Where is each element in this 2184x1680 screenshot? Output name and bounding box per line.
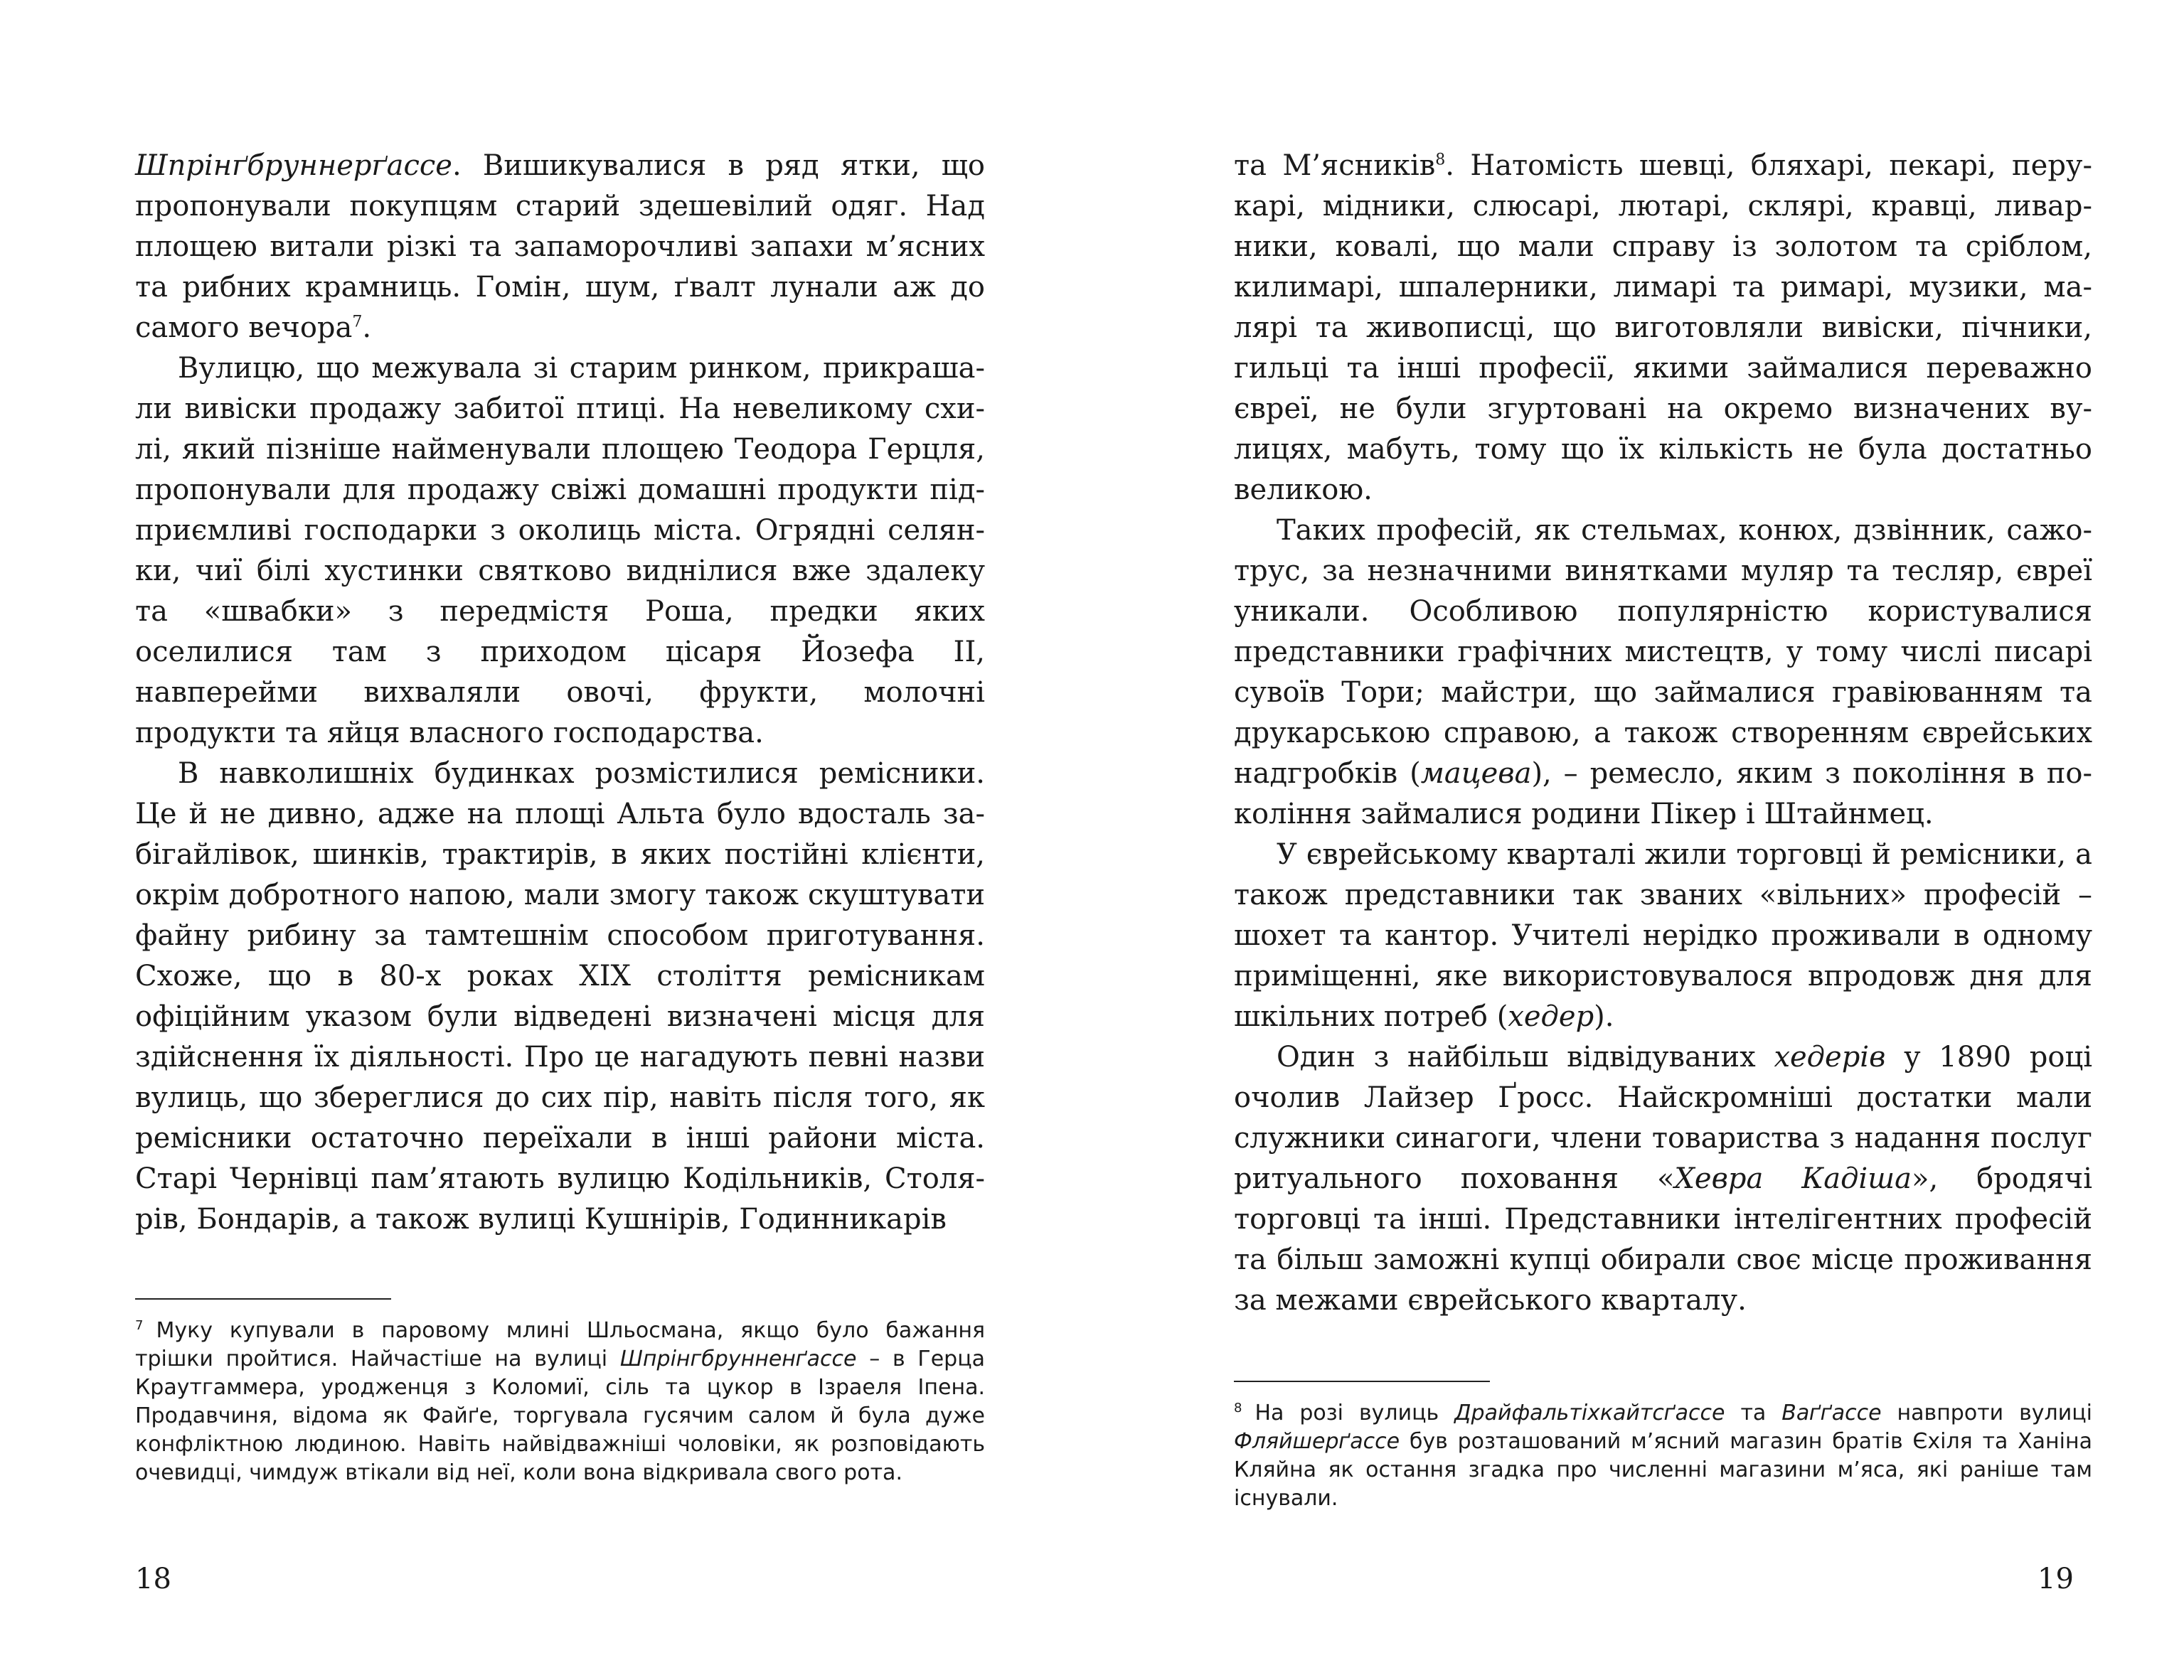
right-body-text — [1234, 146, 2092, 1321]
footnote-divider — [135, 1298, 391, 1300]
footnote-7: $^7$ Муку купували в паровому млині Шльосмана, якщо було бажання трішки пройтися. Найчастіше на вулиці Шпрінгбрунненґассе – в Герца Краутгаммера, уродженця з Коломиї, сіль та цукор в Ізраеля Іпена. Продавчиня, відома як Файґе, торгувала гусячим салом й була дуже конфліктною людиною. Навіть найвідважніші чоловіки, як розповідають очевидці, чимдуж втікали від неї, коли вона відкривала свого рота. — [135, 1318, 986, 1485]
right-page — [1092, 0, 2184, 1680]
page-number-right: 19 — [2037, 1563, 2074, 1595]
left-paragraph-3: В навколишніх будинках розмістилися ремісники. Це й не дивно, адже на площі Альта було вдосталь забігайлівок, шинків, трактирів, в яких постійні клієнти, окрім добротного напою, мали змогу також скуштувати файну рибину за тамтешнім способом приготування. Схоже, що в 80-х роках XIX століття ремісникам офіційним указом були відведені визначені місця для здійснення їх діяльності. Про це нагадують певні назви вулиць, що збереглися до сих пір, навіть після того, як ремісники остаточно переїхали в інші райони міста. Старі Чернівці пам’ятають вулицю Кодільників, Столярів, Бондарів, а також вулиці Кушнірів, Годинникарів — [135, 757, 985, 1236]
right-paragraph-1: та М’ясників$^8$. Натомість шевці, бляхарі, пекарі, перукарі, мідники, слюсарі, лютарі, склярі, кравці, ливарники, ковалі, що мали справу із золотом та сріблом, килимарі, шпалерники, лимарі та римарі, музики, малярі та живописці, що виготовляли вивіски, пічники, гильці та інші професії, якими займалися переважно євреї, не були згуртовані на окремо визначених вулицях, мабуть, тому що їх кількість не була достатньо великою. — [1234, 149, 2092, 506]
right-paragraph-2: Таких професій, як стельмах, конюх, дзвінник, сажотрус, за незначними винятками муляр та тесляр, євреї уникали. Особливою популярністю користувалися представники графічних мистецтв, у тому числі писарі сувоїв Тори; майстри, що займалися гравіюванням та друкарською справою, а також створенням єврейських надгробків (мацева), – ремесло, яким з покоління в покоління займалися родини Пікер і Штайнмец. — [1234, 514, 2092, 830]
footnote-8: $^8$ На розі вулиць Драйфальтіхкайтсґассе та Ваґґассе навпроти вулиці Фляйшерґассе був розташований м’ясний магазин братів Єхіля та Ханіна Кляйна як остання згадка про численні магазини м’яса, які раніше там існували. — [1234, 1401, 2092, 1511]
right-paragraph-4: Один з найбільш відвідуваних хедерів у 1890 році очолив Лайзер Ґросс. Найскромніші достатки мали служники синагоги, члени товариства з надання послуг ритуального поховання «Хевра Кадіша», бродячі торговці та інші. Представники інтелігентних професій та більш заможні купці обирали своє місце проживання за межами єврейського кварталу. — [1234, 1041, 2093, 1317]
footnote-ref-8: 8 — [1435, 151, 1446, 169]
footnote-ref-7: 7 — [352, 313, 363, 331]
page-number-left: 18 — [135, 1563, 171, 1595]
footnote-divider — [1234, 1381, 1490, 1382]
right-paragraph-3: У єврейському кварталі жили торговці й ремісники, а також представники так званих «вільних» професій – шохет та кантор. Учителі нерідко проживали в одному приміщенні, яке використовувалося впродовж дня для шкільних потреб (хедер). — [1234, 838, 2092, 1033]
left-body-text — [135, 146, 985, 1240]
left-paragraph-2: Вулицю, що межувала зі старим ринком, прикрашали вивіски продажу забитої птиці. На невеликому схилі, який пізніше найменували площею Теодора Герцля, пропонували для продажу свіжі домашні продукти підприємливі господарки з околиць міста. Огрядні селянки, чиї білі хустинки святково виднілися вже здалеку та «швабки» з передмістя Роша, предки яких оселилися там з приходом цісаря Йозефа II, навперейми вихваляли овочі, фрукти, молочні продукти та яйця власного господарства. — [135, 352, 985, 749]
left-paragraph-1: Шпрінґбруннерґассе. Вишикувалися в ряд ятки, що пропонували покупцям старий здешевілий одяг. Над площею витали різкі та запаморочливі запахи м’ясних та рибних крамниць. Гомін, шум, ґвалт лунали аж до самого вечора$^7$. — [135, 149, 985, 344]
